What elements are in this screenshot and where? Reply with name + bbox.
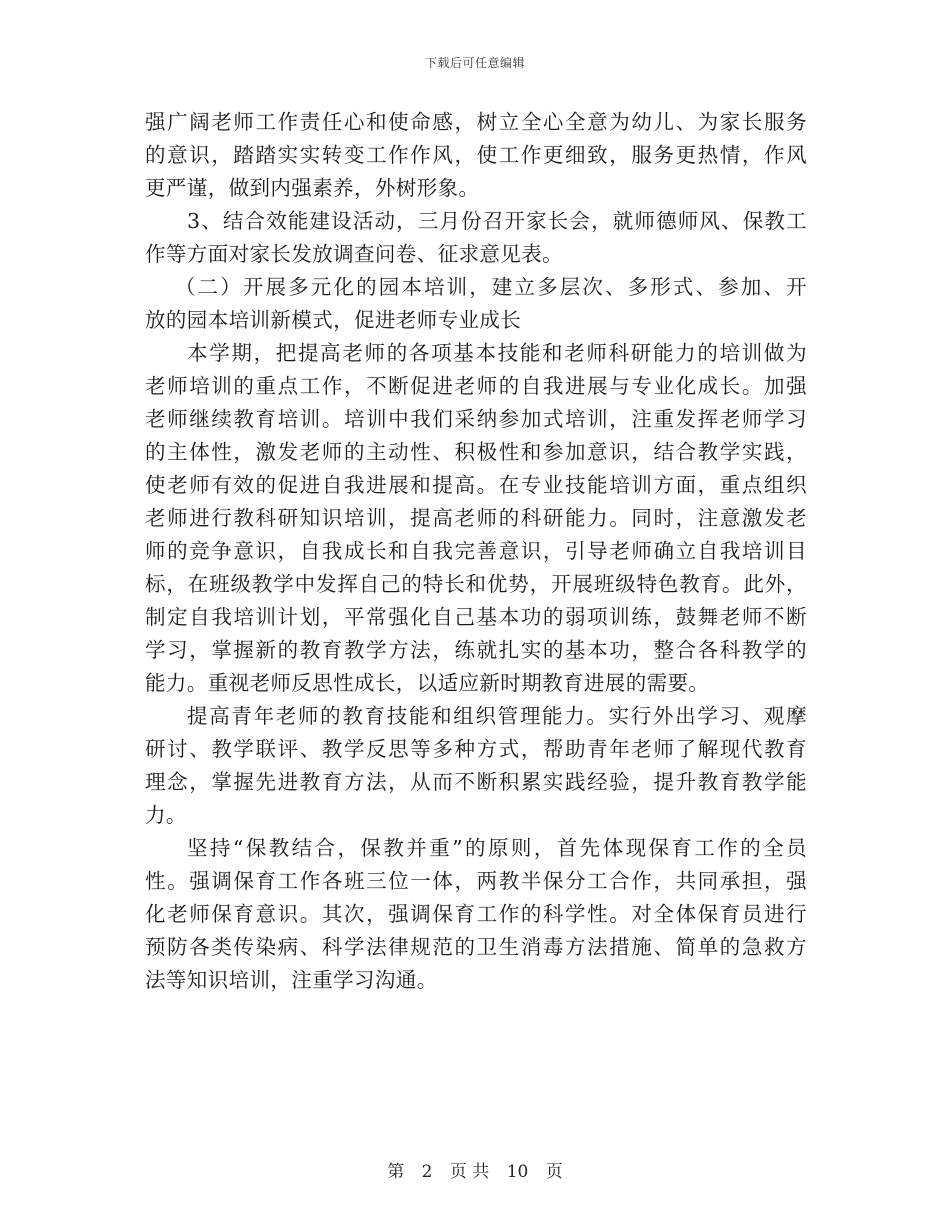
text-line: 学习，掌握新的教育教学方法，练就扎实的基本功，整合各科教学的: [145, 638, 807, 662]
text-line: 作等方面对家长发放调查问卷、征求意见表。: [145, 242, 563, 266]
text-line: 理念，掌握先进教育方法，从而不断积累实践经验，提升教育教学能: [145, 770, 807, 794]
text-line: 师的竞争意识，自我成长和自我完善意识，引导老师确立自我培训目: [145, 539, 807, 563]
text-line: 坚持“保教结合，保教并重”的原则，首先体现保育工作的全员: [187, 836, 807, 860]
total-page-count: 10: [506, 1162, 529, 1182]
text-line: 老师进行教科研知识培训，提高老师的科研能力。同时，注意激发老: [145, 506, 807, 530]
current-page-number: 2: [421, 1162, 433, 1182]
section-heading: （二）开展多元化的园本培训，建立多层次、多形式、参加、开: [175, 275, 807, 299]
text-line: 化老师保育意识。其次，强调保育工作的科学性。对全体保育员进行: [145, 902, 807, 926]
text-line: 研讨、教学联评、教学反思等多种方式，帮助青年老师了解现代教育: [145, 737, 807, 761]
text-line: 预防各类传染病、科学法律规范的卫生消毒方法措施、简单的急救方: [145, 935, 807, 959]
text-line: 能力。重视老师反思性成长，以适应新时期教育进展的需要。: [145, 671, 710, 695]
text-line: 使老师有效的促进自我进展和提高。在专业技能培训方面，重点组织: [145, 473, 807, 497]
text-line: 本学期，把提高老师的各项基本技能和老师科研能力的培训做为: [187, 341, 807, 365]
text-line: 性。强调保育工作各班三位一体，两教半保分工合作，共同承担，强: [145, 869, 807, 893]
text-line: 法等知识培训，注重学习沟通。: [145, 968, 438, 992]
text-line: 老师继续教育培训。培训中我们采纳参加式培训，注重发挥老师学习: [145, 407, 807, 431]
text-line: 制定自我培训计划，平常强化自己基本功的弱项训练，鼓舞老师不断: [145, 605, 807, 629]
body-text: [145, 106, 807, 997]
text-line: 强广阔老师工作责任心和使命感，树立全心全意为幼儿、为家长服务: [145, 110, 807, 134]
footer-prefix: 第: [387, 1162, 405, 1182]
section-heading: 放的园本培训新模式，促进老师专业成长: [145, 308, 522, 332]
text-line: 标，在班级教学中发挥自己的特长和优势，开展班级特色教育。此外，: [145, 572, 807, 596]
text-line: 更严谨，做到内强素养，外树形象。: [145, 176, 480, 200]
text-line: 力。: [145, 803, 187, 827]
text-line: 的主体性，激发老师的主动性、积极性和参加意识，结合教学实践，: [145, 440, 807, 464]
text-line: 的意识，踏踏实实转变工作作风，使工作更细致，服务更热情，作风: [145, 143, 807, 167]
footer-suffix: 页: [545, 1162, 563, 1182]
text-line: 老师培训的重点工作，不断促进老师的自我进展与专业化成长。加强: [145, 374, 807, 398]
footer-middle: 页 共: [449, 1162, 490, 1182]
text-line: 提高青年老师的教育技能和组织管理能力。实行外出学习、观摩: [187, 704, 807, 728]
text-line: 3、结合效能建设活动，三月份召开家长会，就师德师风、保教工: [187, 209, 807, 233]
page-footer: [0, 1157, 950, 1182]
header-note: 下载后可任意编辑: [424, 56, 525, 70]
